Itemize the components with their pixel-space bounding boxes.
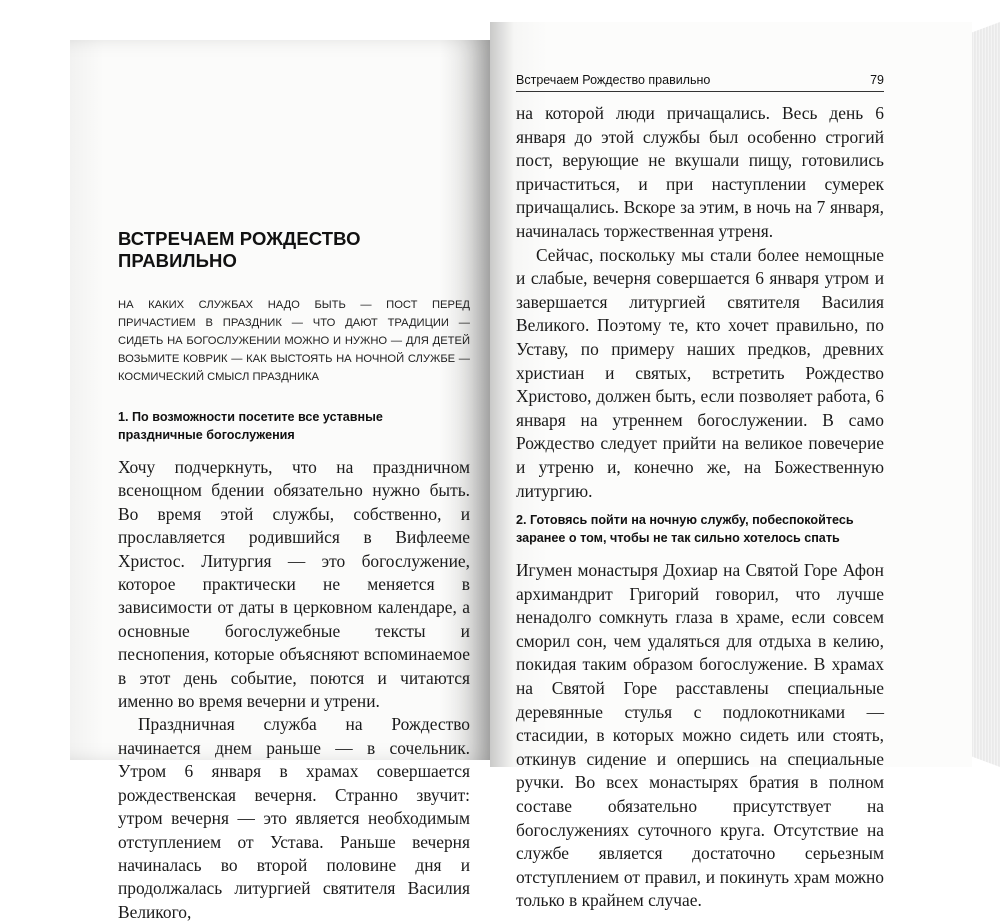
left-paragraph-2: Праздничная служба на Рождество начинается днем раньше — в сочельник. Утром 6 января в храмах совершается рождественская вечерня. Странно звучит: утром вечерня — это является необходимым отступлением от Устава. Раньше вечерня начиналась во второй половине дня и продолжалась литургией святителя Василия Великого, [118,714,470,922]
right-paragraph-3: Игумен монастыря Дохиар на Святой Горе Афон архимандрит Григорий говорил, что лучше ненадолго сомкнуть глаза в храме, если совсем сморил сон, чем удаляться для отдыха в келию, покидая таким образом богослужение. В храмах на Святой Горе расставлены специальные деревянные стулья с подлокотниками — стасидии, в которых можно сидеть или стоять, откинув сидение и опершись на специальные ручки. Во всех монастырях братия в полном составе обязательно присутствует на богослужениях суточного круга. Отсутствие на службе является достаточно серьезным отступлением от правил, и покинуть храм можно только в крайнем случае. [516,560,884,911]
chapter-contents: НА КАКИХ СЛУЖБАХ НАДО БЫТЬ — ПОСТ ПЕРЕД ПРИЧАСТИЕМ В ПРАЗДНИК — ЧТО ДАЮТ ТРАДИЦИИ — СИДЕТЬ НА БОГОСЛУЖЕНИИ МОЖНО И НУЖНО — ДЛЯ ДЕТЕЙ ВОЗЬМИТЕ КОВРИК — КАК ВЫСТОЯТЬ НА НОЧНОЙ СЛУЖБЕ — КОСМИЧЕСКИЙ СМЫСЛ ПРАЗДНИКА [118,299,470,383]
left-paragraph-1: Хочу подчеркнуть, что на праздничном всенощном бдении обязательно нужно быть. Во время этой службы, собственно, и прославляется родившийся в Вифлееме Христос. Литургия — это богослужение, которое практически не меняется в зависимости от даты в церковном календаре, а основные богослужебные тексты и песнопения, которые объясняют вспоминаемое в этот день событие, поются и читаются именно во время вечерни и утрени. [118,457,470,712]
right-page-content [516,102,884,913]
page-number: 79 [870,73,884,87]
left-page-content [118,228,470,924]
left-page [70,40,490,922]
right-paragraph-1: на которой люди причащались. Весь день 6 января до этой службы был особенно строгий пост, верующие не вкушали пищу, готовились причаститься, и при наступлении сумерек причащались. Вскоре за этим, в ночь на 7 января, начиналась торжественная утреня. [516,103,884,241]
right-page [490,22,972,911]
section-2-heading: 2. Готовясь пойти на ночную службу, побеспокойтесь заранее о том, чтобы не так сильно хотелось спать [516,513,854,546]
running-head [516,73,884,92]
right-paragraph-2: Сейчас, поскольку мы стали более немощные и слабые, вечерня совершается 6 января утром и завершается литургией святителя Василия Великого. Поэтому те, кто хочет правильно, по Уставу, по примеру наших предков, древних христиан и святых, встретить Рождество Христово, должен быть, если позволяет работа, 6 января на утреннем богослужении. В само Рождество следует прийти на великое повечерие и утреню и, конечно же, на Божественную литургию. [516,244,884,501]
running-head-title: Встречаем Рождество правильно [516,73,711,87]
chapter-title: ВСТРЕЧАЕМ РОЖДЕСТВО ПРАВИЛЬНО [118,228,361,271]
section-1-heading: 1. По возможности посетите все уставные праздничные богослужения [118,410,383,442]
